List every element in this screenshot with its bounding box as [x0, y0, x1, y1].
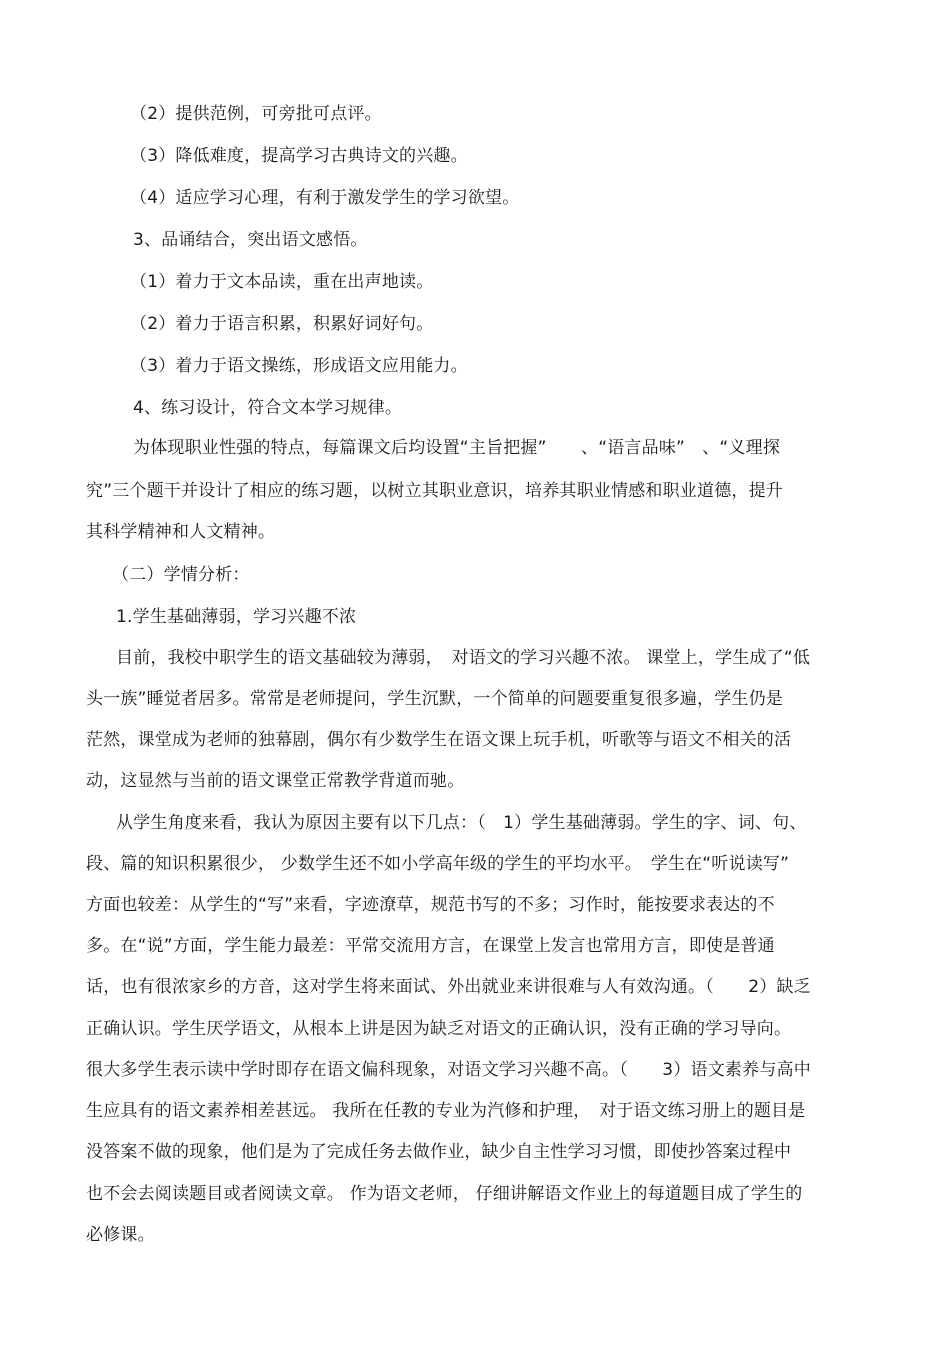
text-line: （3）着力于语文操练，形成语文应用能力。 — [130, 356, 468, 376]
text-line: （2）提供范例，可旁批可点评。 — [130, 104, 382, 124]
text-line: （1）着力于文本品读，重在出声地读。 — [130, 272, 434, 292]
text-line: 究”三个题干并设计了相应的练习题，以树立其职业意识，培养其职业情感和职业道德，提升 — [86, 481, 784, 501]
text-line: 茫然，课堂成为老师的独幕剧，偶尔有少数学生在语文课上玩手机，听歌等与语文不相关的活 — [86, 730, 792, 750]
text-line: 很大多学生表示读中学时即存在语文偏科现象，对语文学习兴趣不高。（ 3）语文素养与高中 — [86, 1060, 811, 1080]
text-line: 没答案不做的现象，他们是为了完成任务去做作业，缺少自主性学习习惯，即使抄答案过程中 — [86, 1142, 792, 1162]
text-line: （4）适应学习心理，有利于激发学生的学习欲望。 — [130, 188, 520, 208]
text-line: 其科学精神和人文精神。 — [86, 522, 276, 542]
text-line: 目前，我校中职学生的语文基础较为薄弱， 对语文的学习兴趣不浓。 课堂上，学生成了“低 — [116, 648, 811, 668]
text-line: 头一族”睡觉者居多。常常是老师提问，学生沉默，一个简单的问题要重复很多遍，学生仍是 — [86, 689, 784, 709]
text-line: 必修课。 — [86, 1225, 155, 1245]
text-line: 也不会去阅读题目或者阅读文章。 作为语文老师， 仔细讲解语文作业上的每道题目成了学生的 — [86, 1184, 803, 1204]
text-line: 为体现职业性强的特点，每篇课文后均设置“主旨把握” 、“语言品味” 、“义理探 — [133, 438, 781, 458]
text-line: 从学生角度来看，我认为原因主要有以下几点：（ 1）学生基础薄弱。学生的字、词、句、 — [116, 813, 807, 833]
text-line: 段、篇的知识积累很少， 少数学生还不如小学高年级的学生的平均水平。 学生在“听说读写” — [86, 854, 790, 874]
section-heading: （二）学情分析： — [112, 565, 250, 585]
text-line: （3）降低难度，提高学习古典诗文的兴趣。 — [130, 146, 468, 166]
text-line: 3、品诵结合，突出语文感悟。 — [133, 230, 368, 250]
text-line: 多。在“说”方面，学生能力最差：平常交流用方言，在课堂上发言也常用方言，即使是普通 — [86, 936, 775, 956]
text-line: 动，这显然与当前的语文课堂正常教学背道而驰。 — [86, 771, 465, 791]
text-line: 4、练习设计，符合文本学习规律。 — [133, 398, 403, 418]
text-line: 生应具有的语文素养相差甚远。 我所在任教的专业为汽修和护理， 对于语文练习册上的题目是 — [86, 1101, 806, 1121]
text-line: 方面也较差：从学生的“写”来看，字迹潦草，规范书写的不多；习作时，能按要求表达的不 — [86, 895, 775, 915]
text-line: 正确认识。学生厌学语文，从根本上讲是因为缺乏对语文的正确认识，没有正确的学习导向。 — [86, 1019, 792, 1039]
text-line: 话，也有很浓家乡的方音，这对学生将来面试、外出就业来讲很难与人有效沟通。（ 2）缺乏 — [86, 977, 811, 997]
subsection-heading: 1.学生基础薄弱，学习兴趣不浓 — [116, 607, 357, 627]
text-line: （2）着力于语言积累，积累好词好句。 — [130, 314, 434, 334]
